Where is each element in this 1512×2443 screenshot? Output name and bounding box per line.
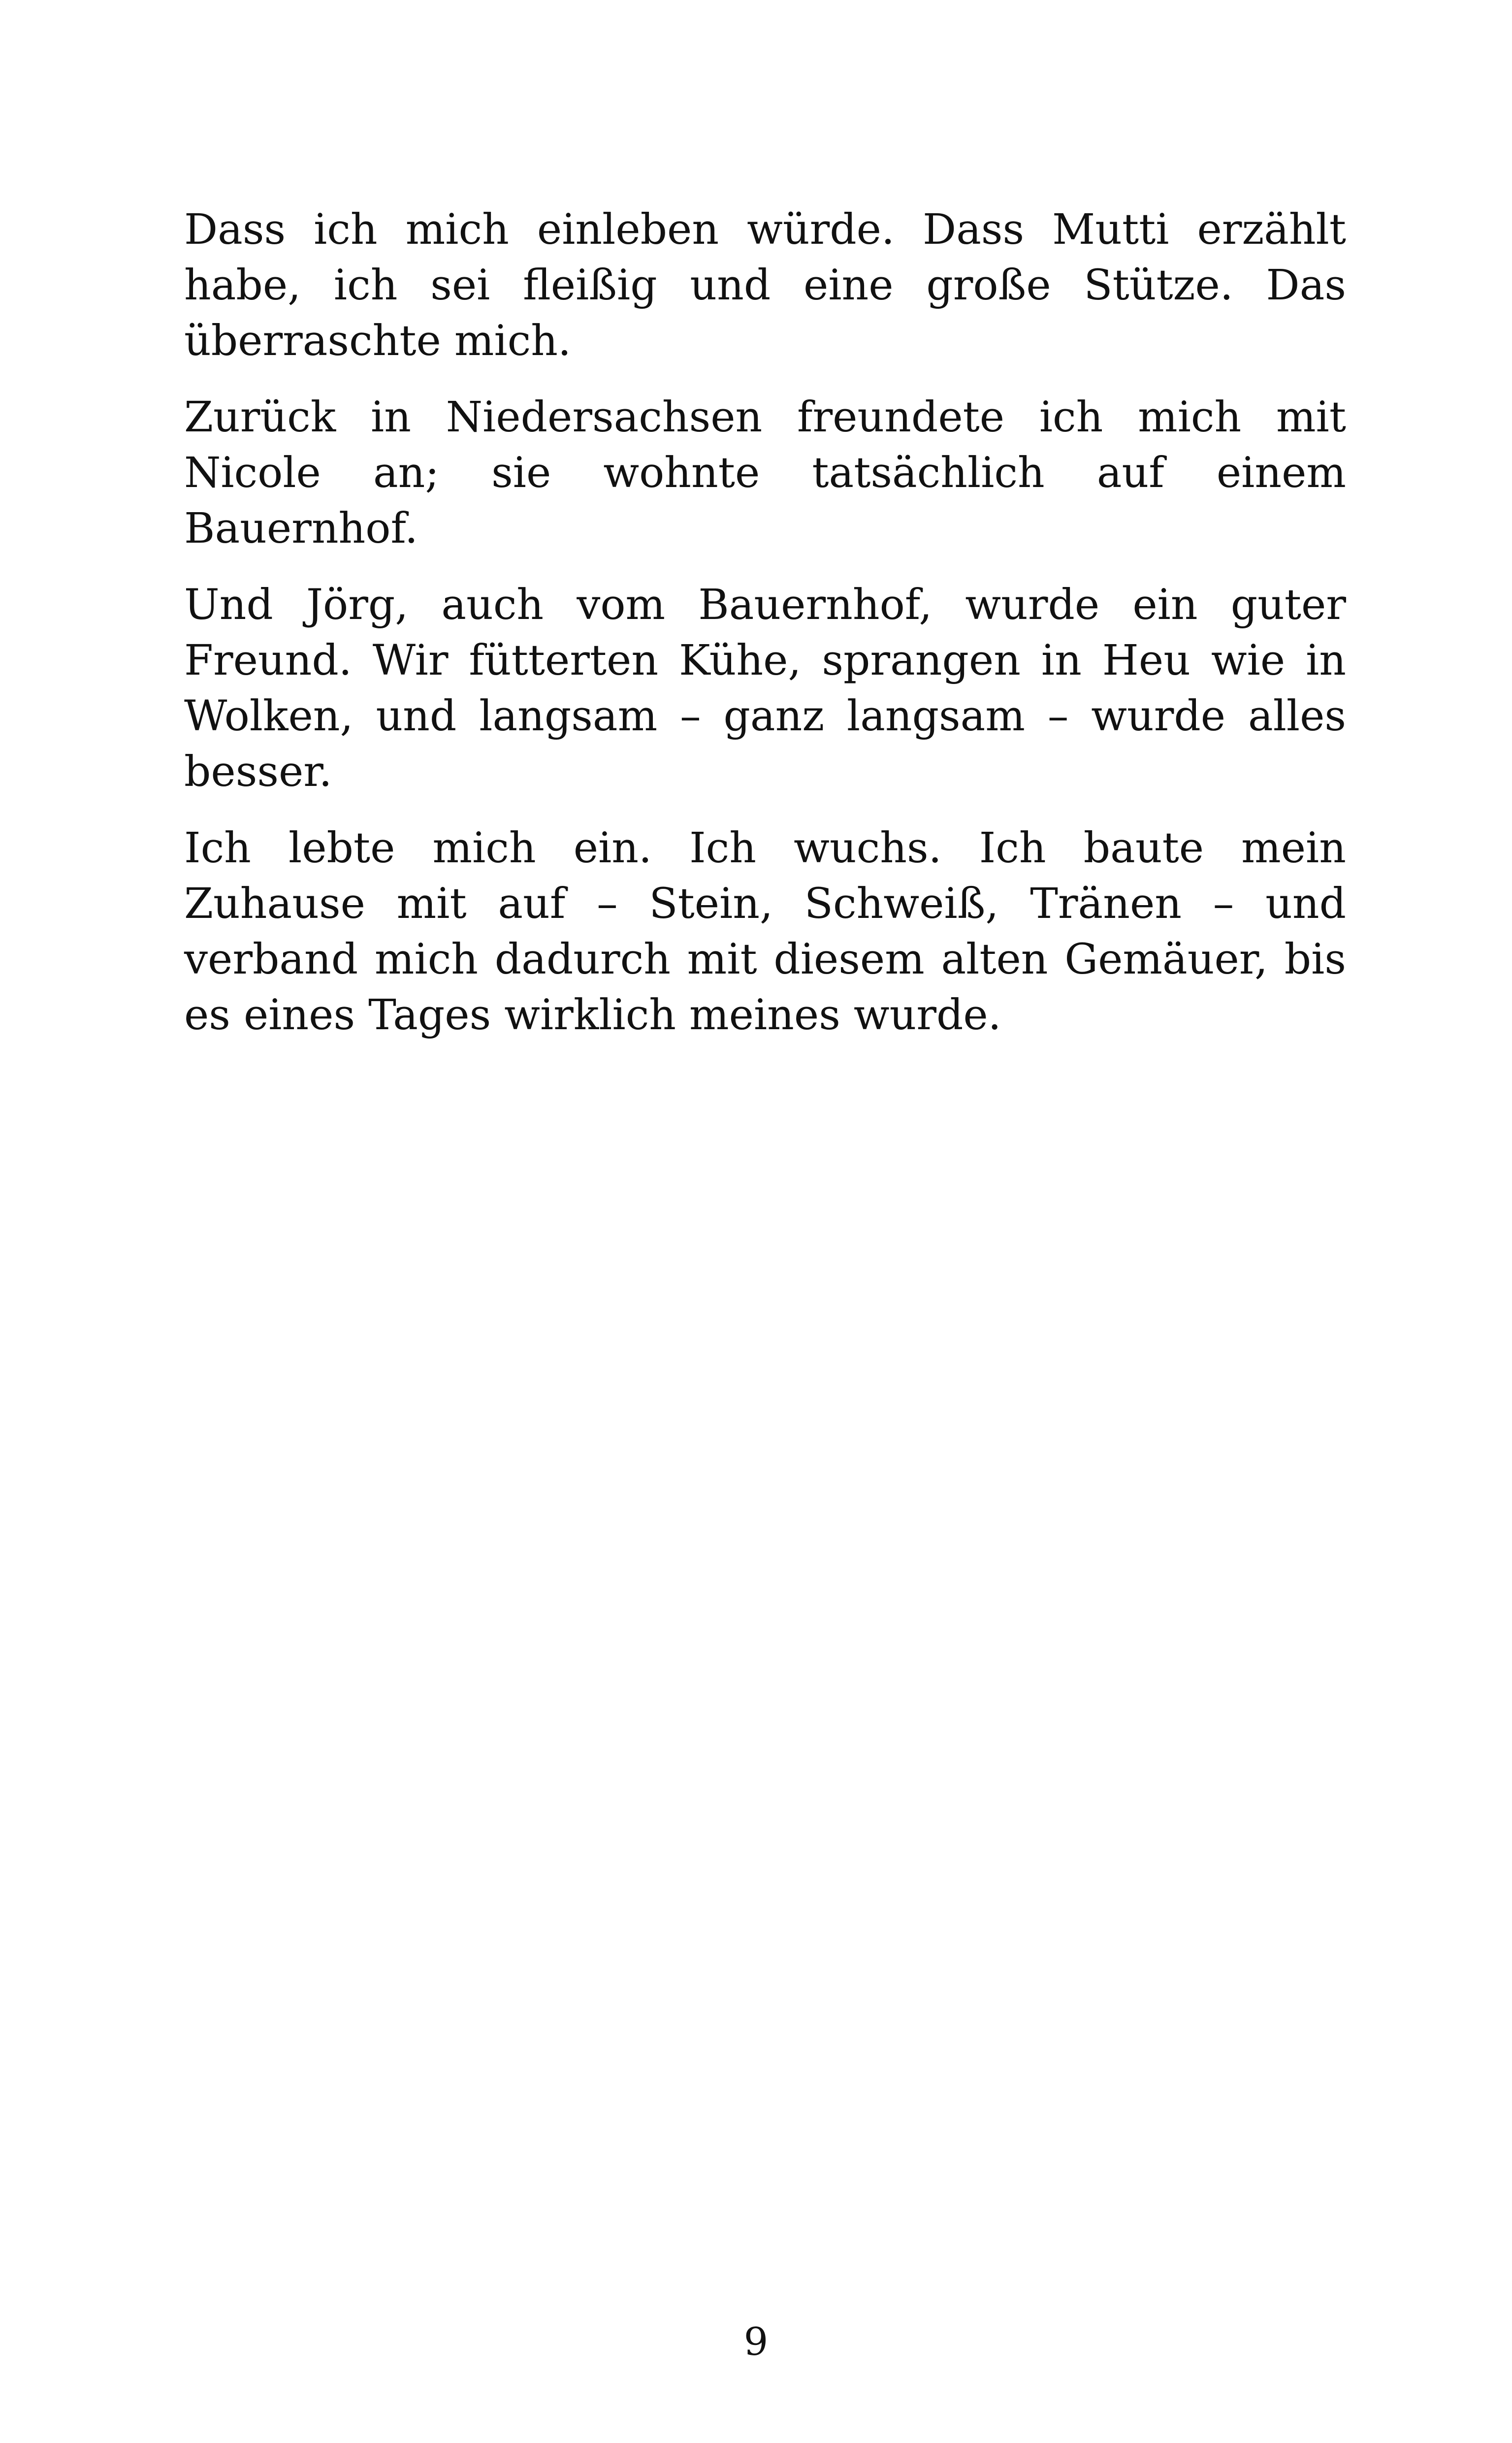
paragraph-3: Und Jörg, auch vom Bauernhof, wurde ein guter Freund. Wir fütterten Kühe, sprangen in Heu wie in Wolken, und langsam – ganz langsam – wurde alles besser.: [184, 581, 1346, 796]
page-number: 9: [743, 2320, 769, 2364]
paragraph-1: Dass ich mich einleben würde. Dass Mutti erzählt habe, ich sei fleißig und eine große Stütze. Das überraschte mich.: [184, 205, 1346, 365]
page-body: [184, 202, 1346, 1064]
paragraph-2: Zurück in Niedersachsen freundete ich mich mit Nicole an; sie wohnte tatsächlich auf einem Bauernhof.: [184, 393, 1346, 553]
paragraph-4: Ich lebte mich ein. Ich wuchs. Ich baute mein Zuhause mit auf – Stein, Schweiß, Tränen – und verband mich dadurch mit diesem alten Gemäuer, bis es eines Tages wirklich meines wurde.: [184, 824, 1346, 1040]
